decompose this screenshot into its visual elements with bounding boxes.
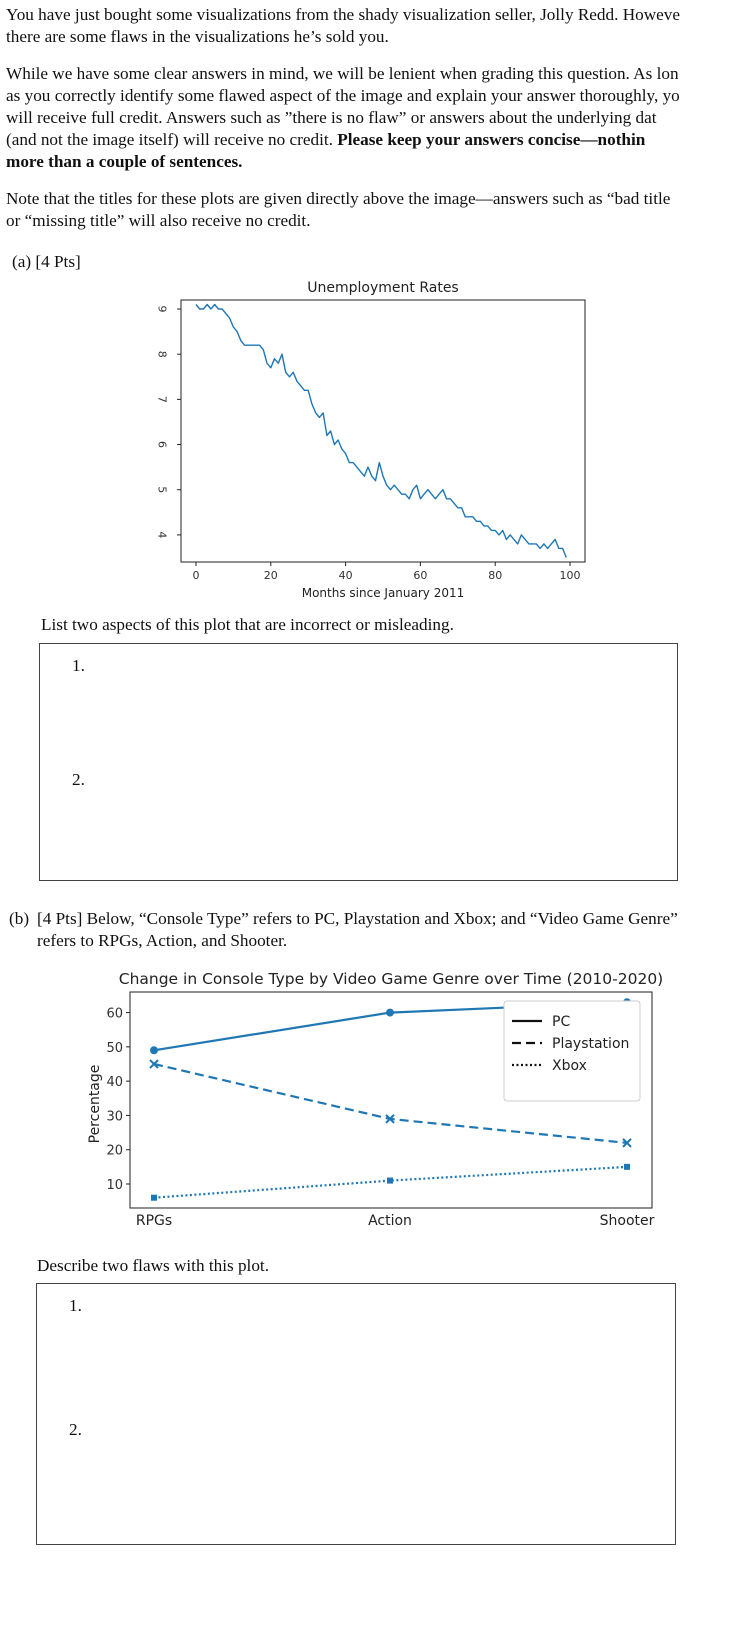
chart-a-ytick-label: 6: [155, 441, 169, 449]
chart-b-ytick-label: 60: [106, 1006, 123, 1022]
chart-b-point-xbox: [624, 1164, 630, 1170]
intro-p2-line4: [6, 129, 752, 151]
chart-a-title: Unemployment Rates: [307, 280, 459, 296]
chart-a-ytick-label: 9: [155, 305, 169, 313]
intro-paragraph-2: [6, 63, 752, 173]
chart-b-xtick-label: Shooter: [599, 1213, 655, 1229]
intro-paragraph-3: [6, 188, 752, 232]
intro-p2-line5: [6, 151, 752, 173]
chart-b-ytick-label: 50: [106, 1040, 123, 1056]
part-a-label: (a) [4 Pts]: [12, 252, 81, 271]
chart-a-xlabel: Months since January 2011: [301, 586, 465, 600]
chart-a-xtick-label: 0: [192, 569, 200, 582]
intro-p2-line4-plain: (and not the image itself) will receive no credit.: [6, 130, 338, 149]
chart-b-point-pc: [386, 1009, 394, 1017]
chart-b-title: Change in Console Type by Video Game Genre over Time (2010-2020): [118, 970, 664, 988]
chart-a-ytick-label: 8: [155, 350, 169, 358]
part-b-prompt: Describe two flaws with this plot.: [37, 1256, 269, 1275]
chart-b-ytick-label: 20: [106, 1143, 123, 1159]
intro-p1-line2: there are some flaws in the visualizations he’s sold you.: [6, 27, 389, 46]
part-a-item-1-number: 1.: [72, 656, 85, 675]
chart-b-xtick-label: RPGs: [135, 1213, 173, 1229]
intro-p2-line5-bold: more than a couple of sentences.: [6, 152, 243, 171]
intro-p3-line2: or “missing title” will also receive no credit.: [6, 211, 311, 230]
intro-p2-line4-bold: Please keep your answers concise—nothin: [337, 130, 646, 149]
intro-p2-line2: as you correctly identify some flawed aspect of the image and explain your answer thoroughly, yo: [6, 86, 680, 105]
unemployment-chart: [130, 272, 620, 634]
part-a-item-2-number: 2.: [72, 770, 85, 789]
chart-b-ytick-label: 30: [106, 1109, 123, 1125]
part-b-label: (b): [9, 909, 30, 928]
chart-a-ytick-label: 7: [155, 395, 169, 403]
intro-p2-line3: will receive full credit. Answers such as ”there is no flaw” or answers about the underlying dat: [6, 108, 657, 127]
chart-b-ylabel: Percentage: [87, 1064, 103, 1144]
chart-b-ytick-label: 40: [106, 1075, 123, 1091]
part-a-answer-box[interactable]: [39, 643, 678, 881]
part-a-prompt: List two aspects of this plot that are incorrect or misleading.: [41, 615, 454, 634]
chart-b-point-pc: [150, 1046, 158, 1054]
intro-p2-line1: While we have some clear answers in mind, we will be lenient when grading this question. As lon: [6, 64, 679, 83]
chart-a-xtick-label: 100: [559, 569, 581, 582]
chart-a-series-line: [196, 305, 566, 558]
intro-p3-line1: Note that the titles for these plots are given directly above the image—answers such as “bad title: [6, 189, 671, 208]
chart-b-point-xbox: [387, 1178, 393, 1184]
part-b-item-2-number: 2.: [69, 1420, 82, 1439]
part-b-item-1-number: 1.: [69, 1296, 82, 1315]
chart-a-xtick-label: 60: [413, 569, 428, 582]
chart-a-plot-frame: [181, 300, 585, 562]
chart-a-xtick-label: 40: [338, 569, 353, 582]
chart-a-ytick-label: 4: [155, 531, 169, 539]
part-b-line-1: [4 Pts] Below, “Console Type” refers to PC, Playstation and Xbox; and “Video Game Genre”: [37, 909, 678, 928]
console-type-chart: [80, 964, 680, 1236]
part-b-line-2: refers to RPGs, Action, and Shooter.: [37, 931, 288, 950]
intro-paragraph-1: [6, 4, 752, 48]
part-b-answer-box[interactable]: [36, 1283, 676, 1545]
chart-b-point-xbox: [151, 1195, 157, 1201]
chart-a-xtick-label: 80: [488, 569, 503, 582]
chart-b-xtick-label: Action: [368, 1213, 412, 1229]
chart-b-legend-label-pc: PC: [552, 1014, 571, 1030]
chart-a-xtick-label: 20: [263, 569, 278, 582]
chart-b-ytick-label: 10: [106, 1178, 123, 1193]
chart-b-legend-label-xbox: Xbox: [552, 1058, 587, 1074]
chart-b-legend-label-playstation: Playstation: [552, 1036, 630, 1052]
chart-a-ytick-label: 5: [155, 486, 169, 494]
intro-p1-line1: You have just bought some visualizations from the shady visualization seller, Jolly Redd. Howeve: [6, 5, 680, 24]
